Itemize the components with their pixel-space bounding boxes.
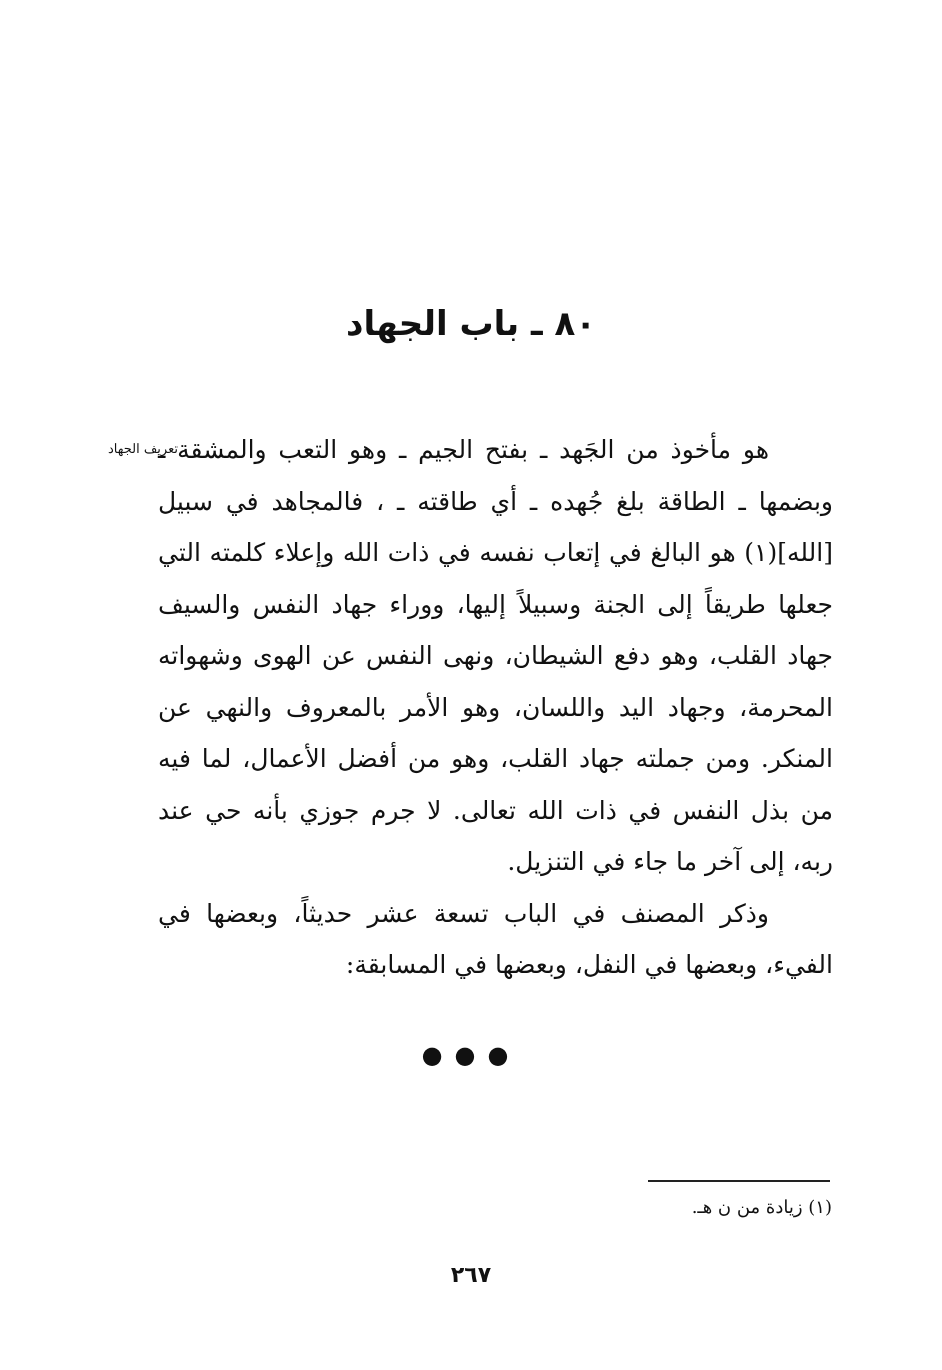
paragraph-summary: وذكر المصنف في الباب تسعة عشر حديثاً، وبعضها في الفيء، وبعضها في النفل، وبعضها في المسابقة: (158, 898, 833, 979)
body-text (158, 424, 833, 991)
footnote-divider (648, 1180, 830, 1182)
margin-note: تعريف الجهاد (108, 442, 178, 457)
paragraph-definition: هو مأخوذ من الجَهد ـ بفتح الجيم ـ وهو التعب والمشقة ـ وبضمها ـ الطاقة بلغ جُهده ـ أي طاقته ـ ، فالمجاهد في سبيل [الله](١) هو البالغ في إتعاب نفسه في ذات الله وإعلاء كلمته التي جعلها طريقاً إلى الجنة وسبيلاً إليها، ووراء جهاد النفس والسيف جهاد القلب، وهو دفع الشيطان، ونهى النفس عن الهوى وشهواته المحرمة، وجهاد اليد واللسان، وهو الأمر بالمعروف والنهي عن المنكر. ومن جملته جهاد القلب، وهو من أفضل الأعمال، لما فيه من بذل النفس في ذات الله تعالى. لا جرم جوزي بأنه حي عند ربه، إلى آخر ما جاء في التنزيل. (158, 435, 833, 876)
chapter-title: ٨٠ ـ باب الجهاد (346, 304, 596, 344)
footnote: (١) زيادة من ن هـ. (691, 1197, 832, 1218)
section-end-ornament: ●●● (421, 1041, 521, 1069)
page-number: ٢٦٧ (450, 1263, 492, 1288)
